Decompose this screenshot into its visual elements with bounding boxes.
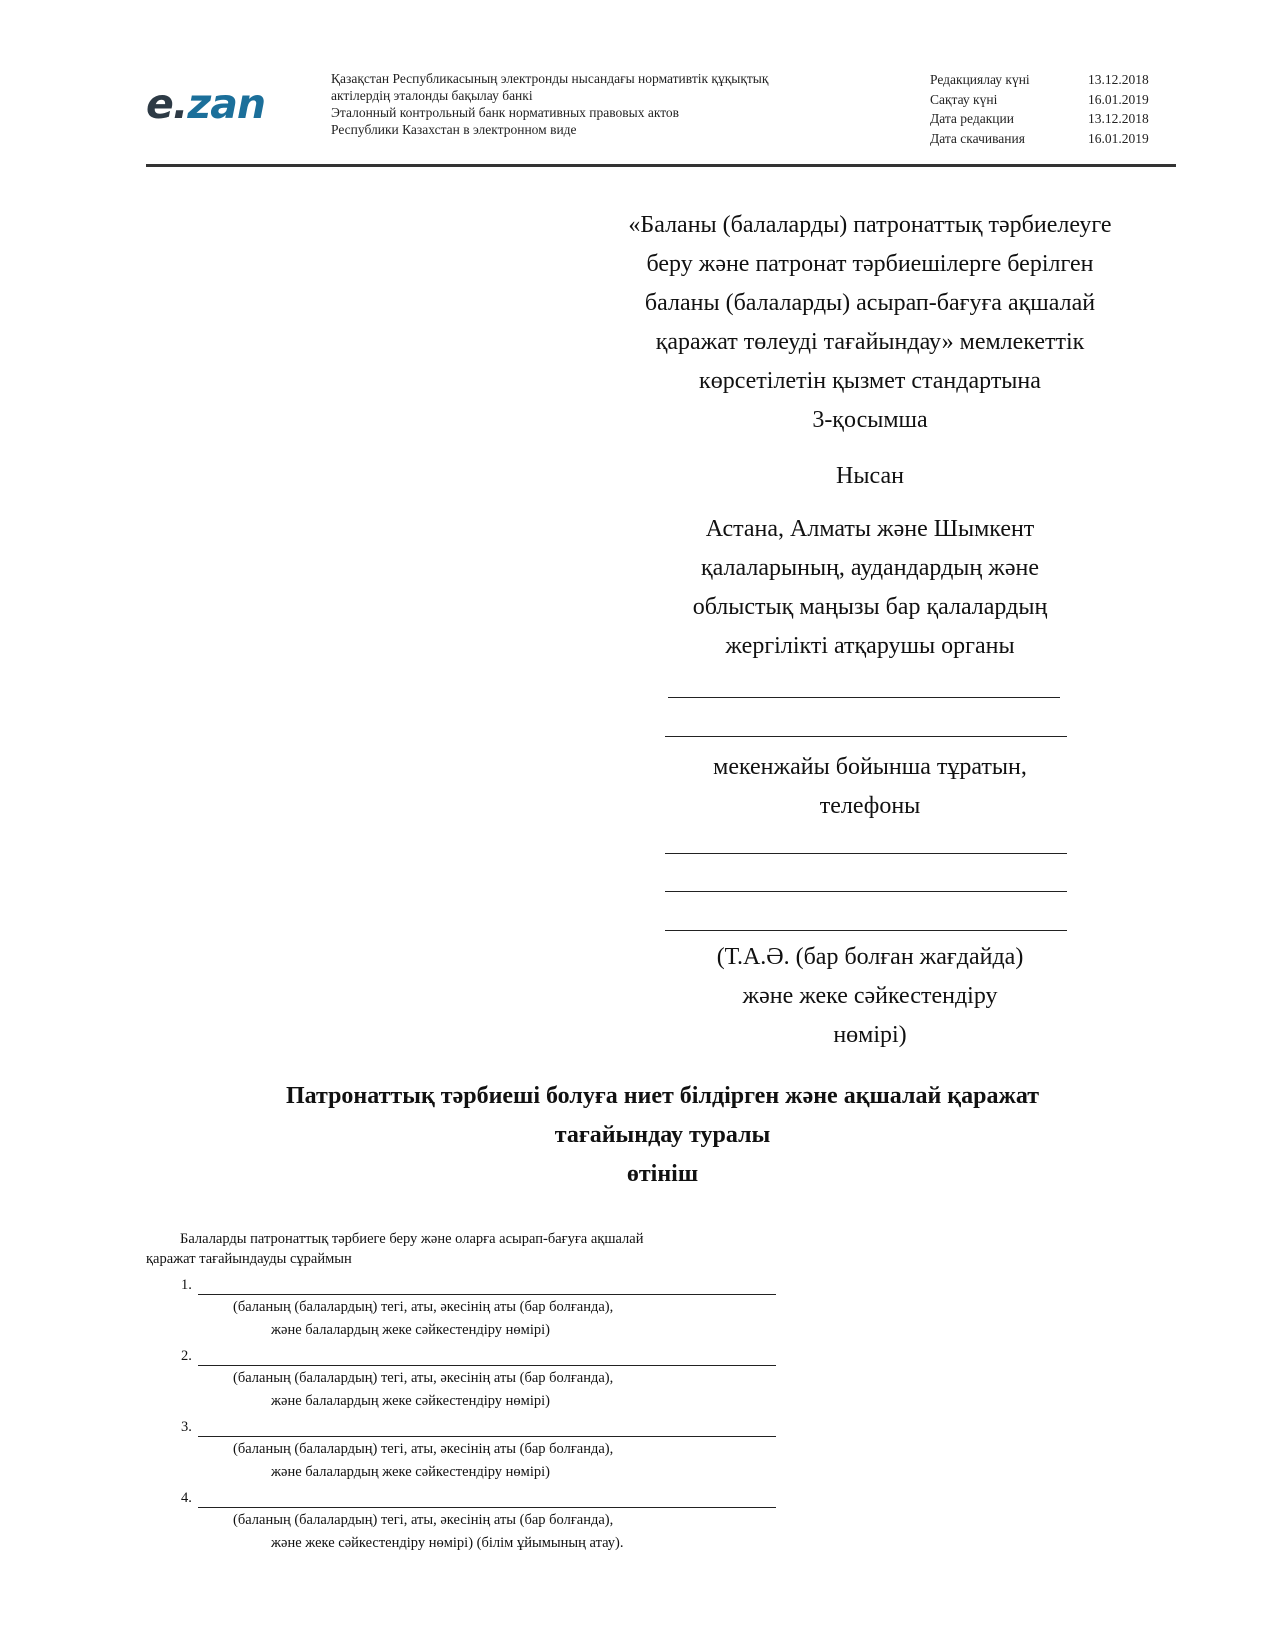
request-text: [146, 1229, 786, 1269]
application-title: [145, 1077, 1180, 1194]
header-divider: [146, 164, 1176, 167]
child-fill-line: [198, 1294, 776, 1295]
addressee-line: Астана, Алматы және Шымкент: [705, 516, 1035, 542]
logo-prefix: e.: [146, 80, 188, 128]
child-caption: (баланың (балалардың) тегі, аты, әкесінің аты (бар болғанда),: [233, 1512, 614, 1528]
meta-value: 13.12.2018: [1088, 72, 1149, 87]
applicant-caption: [560, 938, 1180, 1055]
form-label-text: Нысан: [836, 463, 904, 489]
residence-line: мекенжайы бойынша тұратын,: [713, 754, 1027, 780]
meta-row: [930, 70, 1190, 90]
child-caption: (баланың (балалардың) тегі, аты, әкесінің аты (бар болғанда),: [233, 1299, 614, 1315]
appendix-reference: [560, 206, 1180, 440]
meta-value: 16.01.2019: [1088, 130, 1149, 146]
form-label: [560, 457, 1180, 496]
child-caption: және балалардың жеке сәйкестендіру нөмірі): [271, 1393, 550, 1409]
header-desc-line: актілердің эталонды бақылау банкі: [331, 88, 533, 103]
meta-label: Дата редакции: [930, 111, 1014, 126]
addressee-line: жергілікті атқарушы органы: [725, 633, 1015, 659]
header-description: [331, 70, 891, 138]
addressee-line: қалаларының, аудандардың және: [700, 555, 1039, 581]
list-number: 3.: [181, 1419, 192, 1435]
caption-line: (Т.А.Ә. (бар болған жағдайда): [716, 944, 1024, 970]
applicant-fill-line: [665, 891, 1067, 892]
meta-label: Дата скачивания: [930, 130, 1025, 146]
caption-line: және жеке сәйкестендіру: [742, 983, 998, 1009]
addressee-line: облыстық маңызы бар қалалардың: [692, 594, 1048, 620]
request-line: қаражат тағайындауды сұраймын: [146, 1251, 352, 1267]
residence-block: [560, 748, 1180, 826]
addressee-block: [560, 510, 1180, 666]
title-line: Патронаттық тәрбиеші болуға ниет білдірген және ақшалай қаражат: [285, 1083, 1040, 1109]
child-caption: және балалардың жеке сәйкестендіру нөмірі): [271, 1464, 550, 1480]
meta-row: [930, 129, 1190, 149]
appendix-line: қаражат төлеуді тағайындау» мемлекеттік: [655, 329, 1085, 355]
applicant-fill-line: [665, 930, 1067, 931]
title-line: тағайындау туралы: [554, 1122, 771, 1148]
appendix-line: «Баланы (балаларды) патронаттық тәрбиелеуге: [628, 212, 1112, 238]
list-number: 1.: [181, 1277, 192, 1293]
child-fill-line: [198, 1365, 776, 1366]
meta-value: 13.12.2018: [1088, 111, 1149, 126]
request-line: Балаларды патронаттық тәрбиеге беру және оларға асырап-бағуға ақшалай: [180, 1231, 644, 1247]
document-header: [146, 70, 1176, 170]
header-desc-line: Республики Казахстан в электронном виде: [331, 122, 577, 137]
child-fill-line: [198, 1436, 776, 1437]
ezan-logo: [146, 80, 265, 128]
header-meta: [930, 70, 1190, 148]
appendix-line: баланы (балаларды) асырап-бағуға ақшалай: [644, 290, 1096, 316]
logo-word: zan: [187, 80, 266, 128]
meta-row: [930, 109, 1190, 129]
meta-value: 16.01.2019: [1088, 91, 1149, 107]
list-number: 2.: [181, 1348, 192, 1364]
child-caption: (баланың (балалардың) тегі, аты, әкесінің аты (бар болғанда),: [233, 1370, 614, 1386]
applicant-fill-line: [665, 853, 1067, 854]
appendix-line: 3-қосымша: [812, 407, 928, 433]
child-caption: және балалардың жеке сәйкестендіру нөмірі): [271, 1322, 550, 1338]
header-desc-line: Қазақстан Республикасының электронды нысандағы нормативтік құқықтық: [331, 71, 769, 86]
meta-row: [930, 90, 1190, 110]
list-number: 4.: [181, 1490, 192, 1506]
title-line: өтініш: [626, 1161, 699, 1187]
addressee-fill-line: [665, 736, 1067, 737]
residence-line: телефоны: [819, 793, 921, 819]
meta-label: Сақтау күні: [930, 91, 998, 107]
appendix-line: көрсетілетін қызмет стандартына: [699, 368, 1041, 394]
addressee-fill-line: [668, 697, 1060, 698]
child-fill-line: [198, 1507, 776, 1508]
meta-label: Редакциялау күні: [930, 72, 1030, 87]
header-desc-line: Эталонный контрольный банк нормативных правовых актов: [331, 105, 680, 120]
child-caption: және жеке сәйкестендіру нөмірі) (білім ұйымының атау).: [271, 1535, 624, 1551]
caption-line: нөмірі): [833, 1022, 907, 1048]
child-caption: (баланың (балалардың) тегі, аты, әкесінің аты (бар болғанда),: [233, 1441, 614, 1457]
appendix-line: беру және патронат тәрбиешілерге берілген: [646, 251, 1094, 277]
